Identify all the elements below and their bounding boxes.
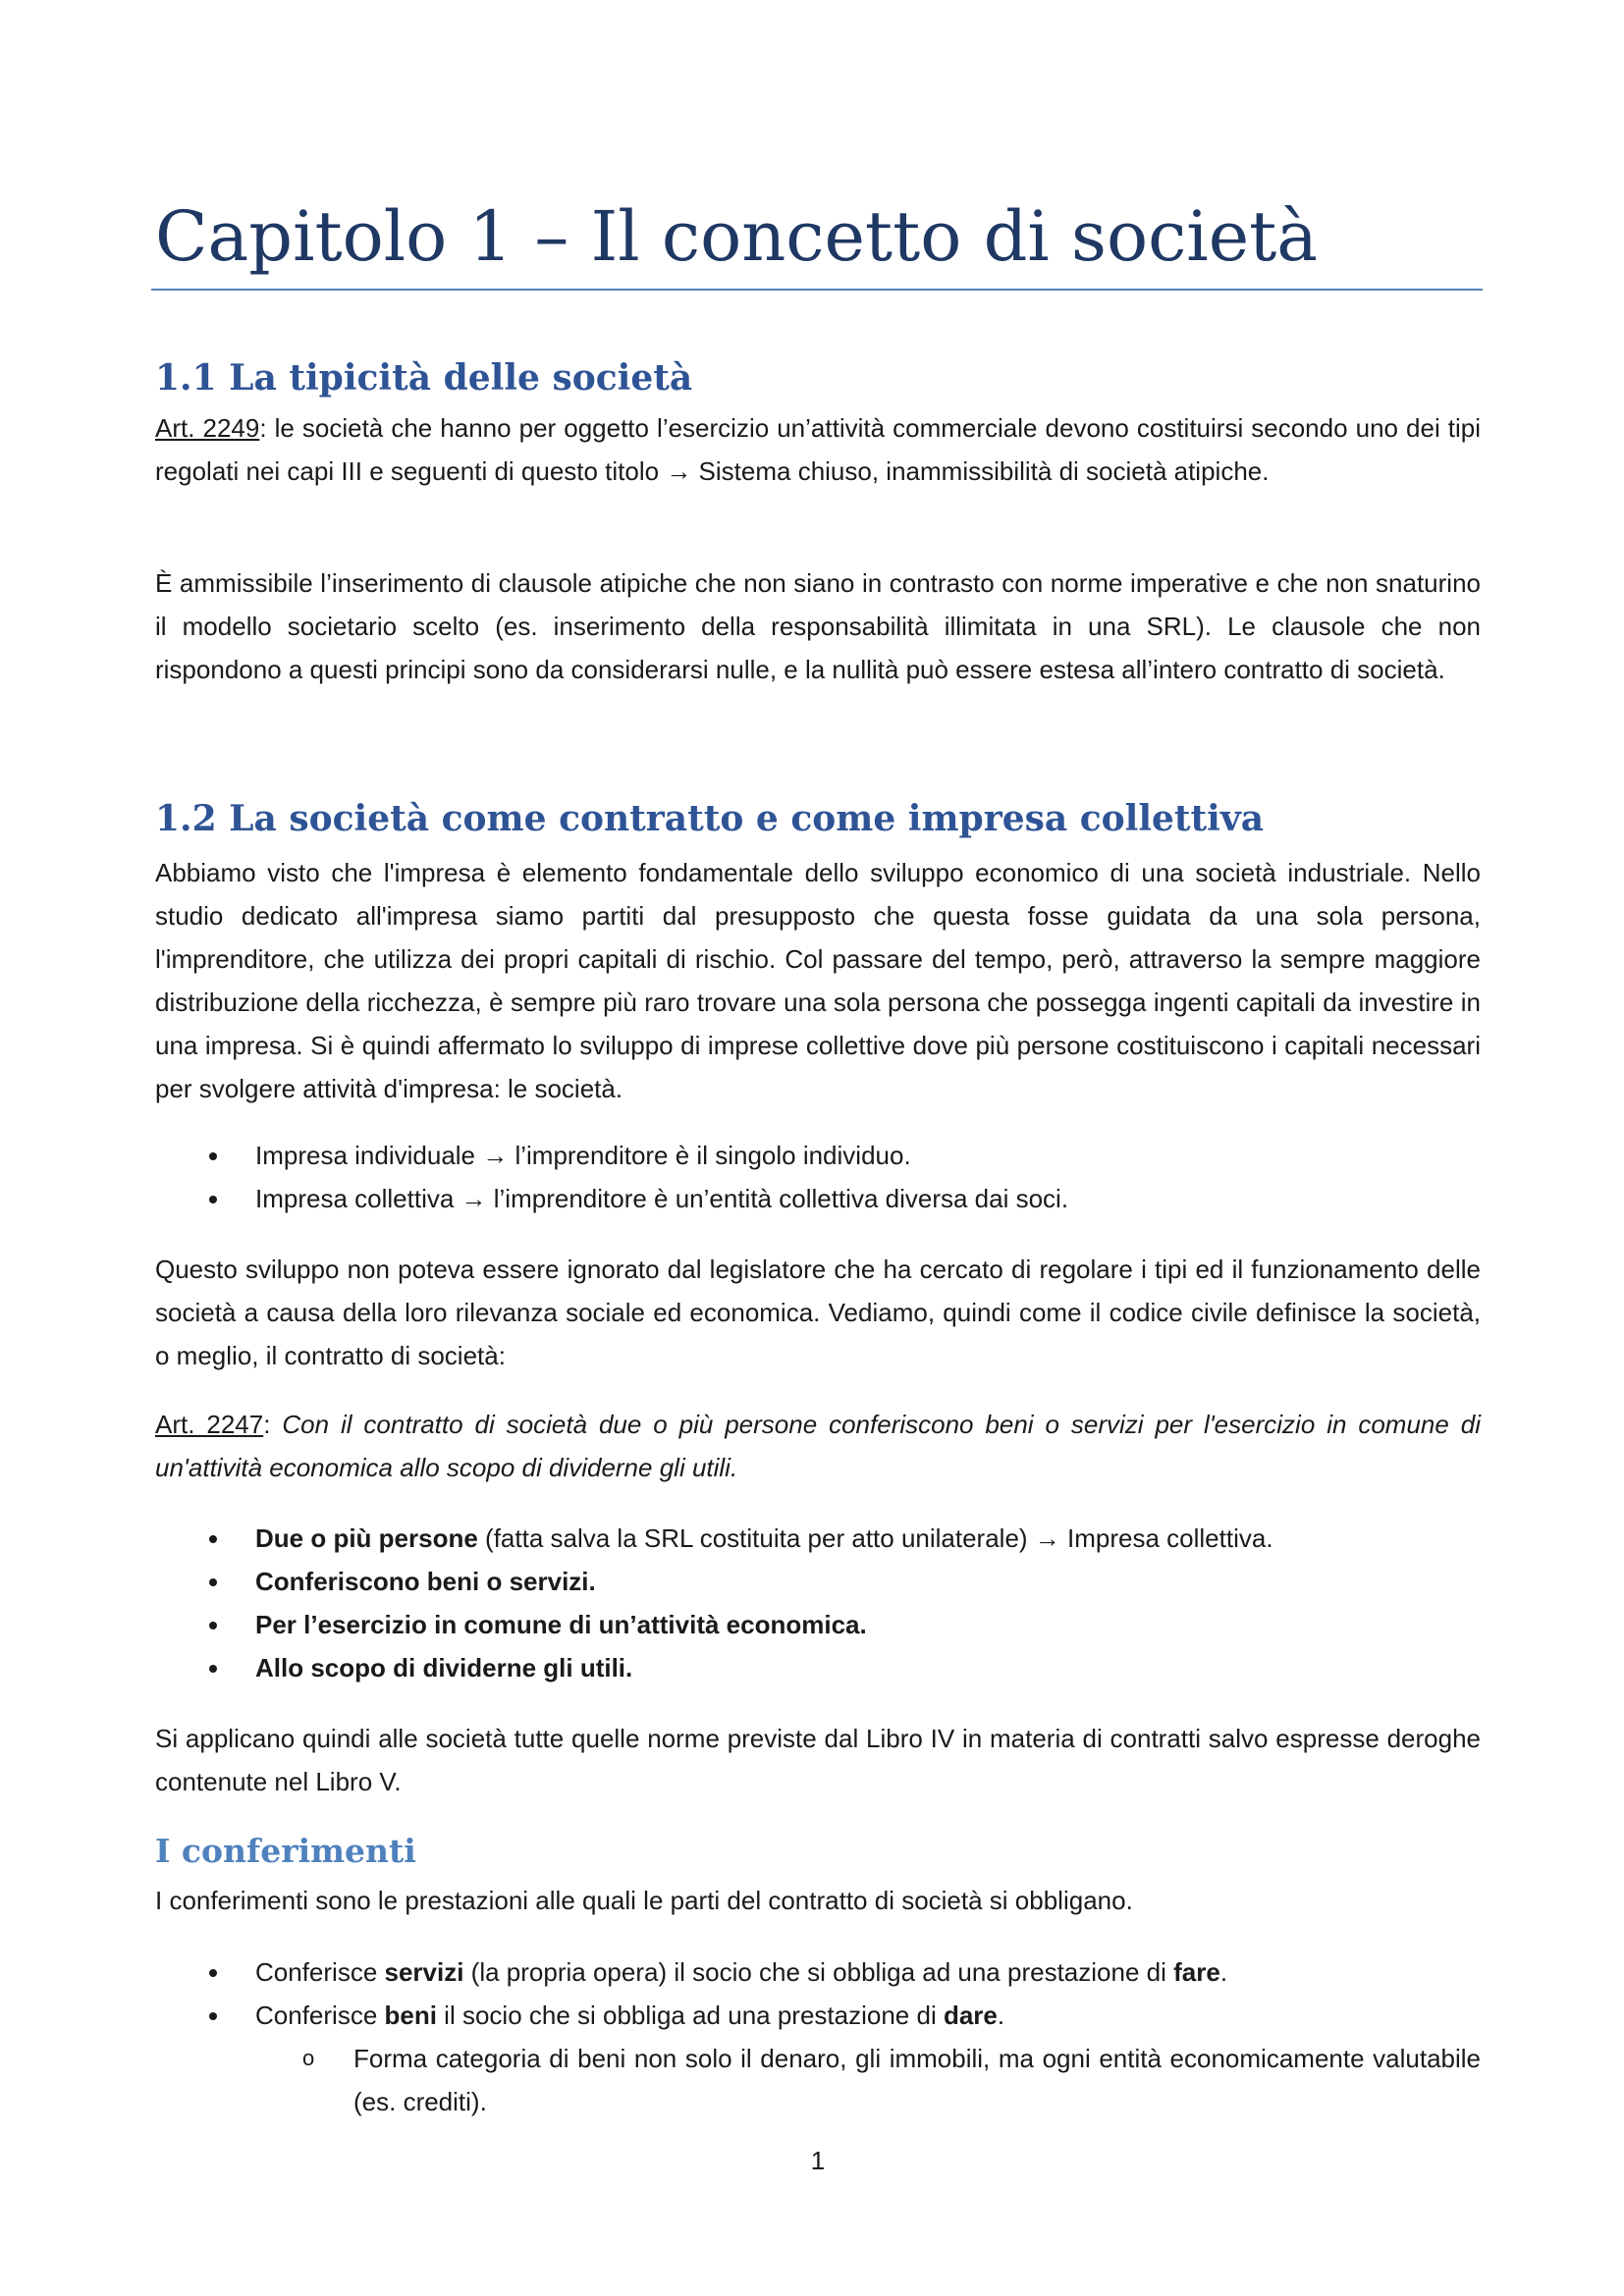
list-item: Due o più persone (fatta salva la SRL costituita per atto unilaterale) → Impresa collettiva. <box>155 1517 1481 1560</box>
bullet-icon <box>209 1665 217 1673</box>
list-item: Conferisce beni il socio che si obbliga ad una prestazione di dare. <box>155 1994 1481 2037</box>
article-reference: Art. 2247 <box>155 1410 264 1439</box>
list-item: Impresa individuale → l’imprenditore è il singolo individuo. <box>155 1134 1481 1177</box>
paragraph-libro-iv: Si applicano quindi alle società tutte quelle norme previste dal Libro IV in materia di contratti salvo espresse deroghe contenute nel Libro V. <box>155 1724 1481 1796</box>
list-item: Conferisce servizi (la propria opera) il socio che si obbliga ad una prestazione di fare. <box>155 1950 1481 1994</box>
bullet-icon <box>209 1578 217 1586</box>
chapter-title: Capitolo 1 – Il concetto di società <box>155 196 1318 277</box>
paragraph-art-2247: Art. 2247: Con il contratto di società due o più persone conferiscono beni o servizi per l'esercizio in comune di un'attività economica allo scopo di dividerne gli utili. <box>155 1410 1481 1482</box>
bullet-icon <box>209 1969 217 1977</box>
paragraph-art-2249: Art. 2249: le società che hanno per oggetto l’esercizio un’attività commerciale devono costituirsi secondo uno dei tipi regolati nei capi III e seguenti di questo titolo → Sistema chiuso, inammissibilità di società atipiche. <box>155 413 1482 486</box>
paragraph-impresa: Abbiamo visto che l'impresa è elemento fondamentale dello sviluppo economico di una società industriale. Nello studio dedicato all'impresa siamo partiti dal presupposto che questa fosse guidata da una sola persona, l'imprenditore, che utilizza dei propri capitali di rischio. Col passare del tempo, però, attraverso la sempre maggiore distribuzione della ricchezza, è sempre più raro trovare una sola persona che possegga ingenti capitali da investire in una impresa. Si è quindi affermato lo sviluppo di imprese collettive dove più persone costituiscono i capitali necessari per svolgere attività d'impresa: le società. <box>155 858 1481 1103</box>
section-heading-1-1: 1.1 La tipicità delle società <box>155 357 693 399</box>
list-item: Conferiscono beni o servizi. <box>155 1560 1481 1603</box>
bullet-icon <box>209 2012 217 2020</box>
bullet-list-conferimenti <box>155 1950 1481 2123</box>
bullet-list-elementi <box>155 1517 1481 1689</box>
bullet-icon <box>209 1152 217 1160</box>
bullet-list-impresa <box>155 1134 1481 1220</box>
bullet-icon <box>209 1196 217 1203</box>
bullet-icon <box>209 1622 217 1629</box>
list-item: Impresa collettiva → l’imprenditore è un’entità collettiva diversa dai soci. <box>155 1177 1481 1220</box>
bullet-icon <box>209 1535 217 1543</box>
list-item: Per l’esercizio in comune di un’attività economica. <box>155 1603 1481 1646</box>
list-item: Allo scopo di dividerne gli utili. <box>155 1646 1481 1689</box>
sub-bullet-icon: o <box>302 2046 315 2070</box>
section-heading-1-2: 1.2 La società come contratto e come impresa collettiva <box>155 798 1265 839</box>
sub-list-item: o Forma categoria di beni non solo il denaro, gli immobili, ma ogni entità economicamente valutabile (es. crediti). <box>155 2037 1481 2123</box>
paragraph-clausole: È ammissibile l’inserimento di clausole atipiche che non siano in contrasto con norme imperative e che non snaturino il modello societario scelto (es. inserimento della responsabilità illimitata in una SRL). Le clausole che non rispondono a questi principi sono da considerarsi nulle, e la nullità può essere estesa all’intero contratto di società. <box>155 568 1481 684</box>
title-underline <box>151 289 1483 291</box>
page-number: 1 <box>810 2146 826 2175</box>
article-reference: Art. 2249 <box>155 413 260 443</box>
subsection-heading-conferimenti: I conferimenti <box>155 1832 416 1870</box>
paragraph-conferimenti: I conferimenti sono le prestazioni alle quali le parti del contratto di società si obbligano. <box>155 1886 1133 1915</box>
paragraph-legislatore: Questo sviluppo non poteva essere ignorato dal legislatore che ha cercato di regolare i tipi ed il funzionamento delle società a causa della loro rilevanza sociale ed economica. Vediamo, quindi come il codice civile definisce la società, o meglio, il contratto di società: <box>155 1255 1481 1370</box>
